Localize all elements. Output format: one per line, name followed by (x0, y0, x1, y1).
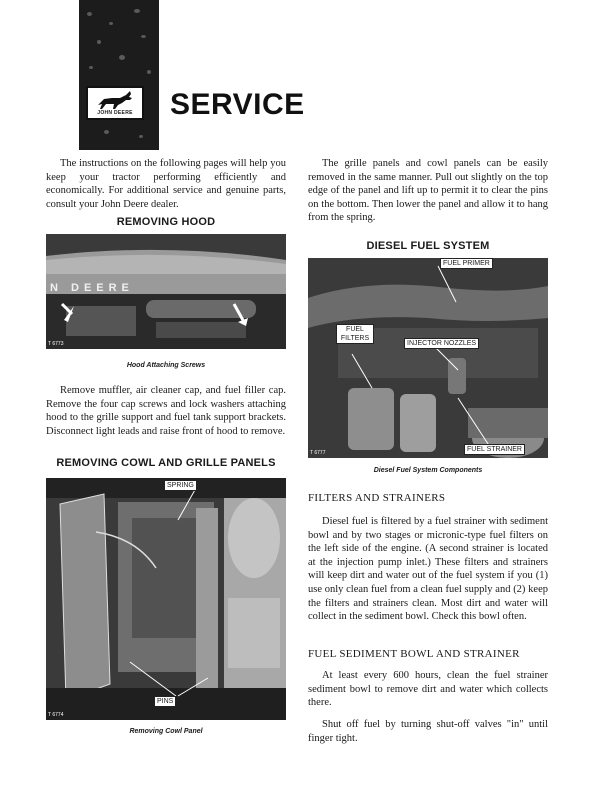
hood-caption: Hood Attaching Screws (126, 362, 206, 369)
sediment-heading: FUEL SEDIMENT BOWL AND STRAINER (308, 648, 520, 660)
header-texture-block (79, 0, 159, 150)
filters-heading: FILTERS AND STRAINERS (308, 492, 446, 504)
grille-paragraph: The grille panels and cowl panels can be easily removed in the same manner. Pull out slightly on the top edge of the panel and lift up to permit it to clear the pins on the bottom. Then lower the panel and allow it to hang from the spring. (308, 158, 548, 224)
cowl-photo (46, 478, 286, 720)
sediment-paragraph: At least every 600 hours, clean the fuel strainer sediment bowl to remove dirt and water which collects there. (308, 670, 548, 709)
hood-decal-text: N DEERE (50, 282, 134, 294)
fuel-primer-callout: FUEL PRIMER (440, 258, 493, 269)
diesel-caption: Diesel Fuel System Components (373, 467, 483, 474)
cowl-heading: REMOVING COWL AND GRILLE PANELS (56, 457, 276, 469)
diesel-heading: DIESEL FUEL SYSTEM (366, 240, 490, 252)
fuel-filters-callout: FUEL FILTERS (336, 324, 374, 344)
diesel-photo (308, 258, 548, 458)
diesel-illustration (308, 258, 548, 458)
hood-photo (46, 234, 286, 349)
logo-text: JOHN DEERE (97, 110, 133, 116)
fuel-strainer-callout: FUEL STRAINER (464, 444, 525, 455)
cowl-figure-number: T 6774 (48, 712, 64, 718)
cowl-caption: Removing Cowl Panel (129, 728, 203, 735)
intro-paragraph: The instructions on the following pages will help you keep your tractor performing efficiently and economically. For additional service and genuine parts, consult your John Deere dealer. (46, 158, 286, 210)
deer-icon (88, 89, 142, 111)
filters-paragraph: Diesel fuel is filtered by a fuel strainer with sediment bowl and by two stages or micronic-type fuel filters on the left side of the engine. (A second strainer is located at the injection pump inlet.) These filters and strainers will keep dirt and water out of the fuel system if you (1) use only clean fuel from a clean fuel supply and (2) keep the filters and strainers clean. Most dirt and water will collect in the sediment bowl. Check this bowl often. (308, 516, 548, 623)
hood-figure-number: T 6773 (48, 341, 64, 347)
shutoff-paragraph: Shut off fuel by turning shut-off valves "in" until finger tight. (308, 719, 548, 744)
diesel-figure-number: T 6777 (310, 450, 326, 456)
cowl-illustration (46, 478, 286, 720)
spring-callout: SPRING (164, 480, 197, 491)
john-deere-logo (86, 86, 144, 120)
page-title: SERVICE (170, 88, 305, 121)
removing-hood-heading: REMOVING HOOD (116, 216, 216, 228)
pins-callout: PINS (154, 696, 176, 707)
injector-nozzles-callout: INJECTOR NOZZLES (404, 338, 479, 349)
hood-paragraph: Remove muffler, air cleaner cap, and fuel filler cap. Remove the four cap screws and lock washers attaching hood to the grille support and fuel tank support brackets. Disconnect light leads and raise front of hood to remove. (46, 385, 286, 437)
